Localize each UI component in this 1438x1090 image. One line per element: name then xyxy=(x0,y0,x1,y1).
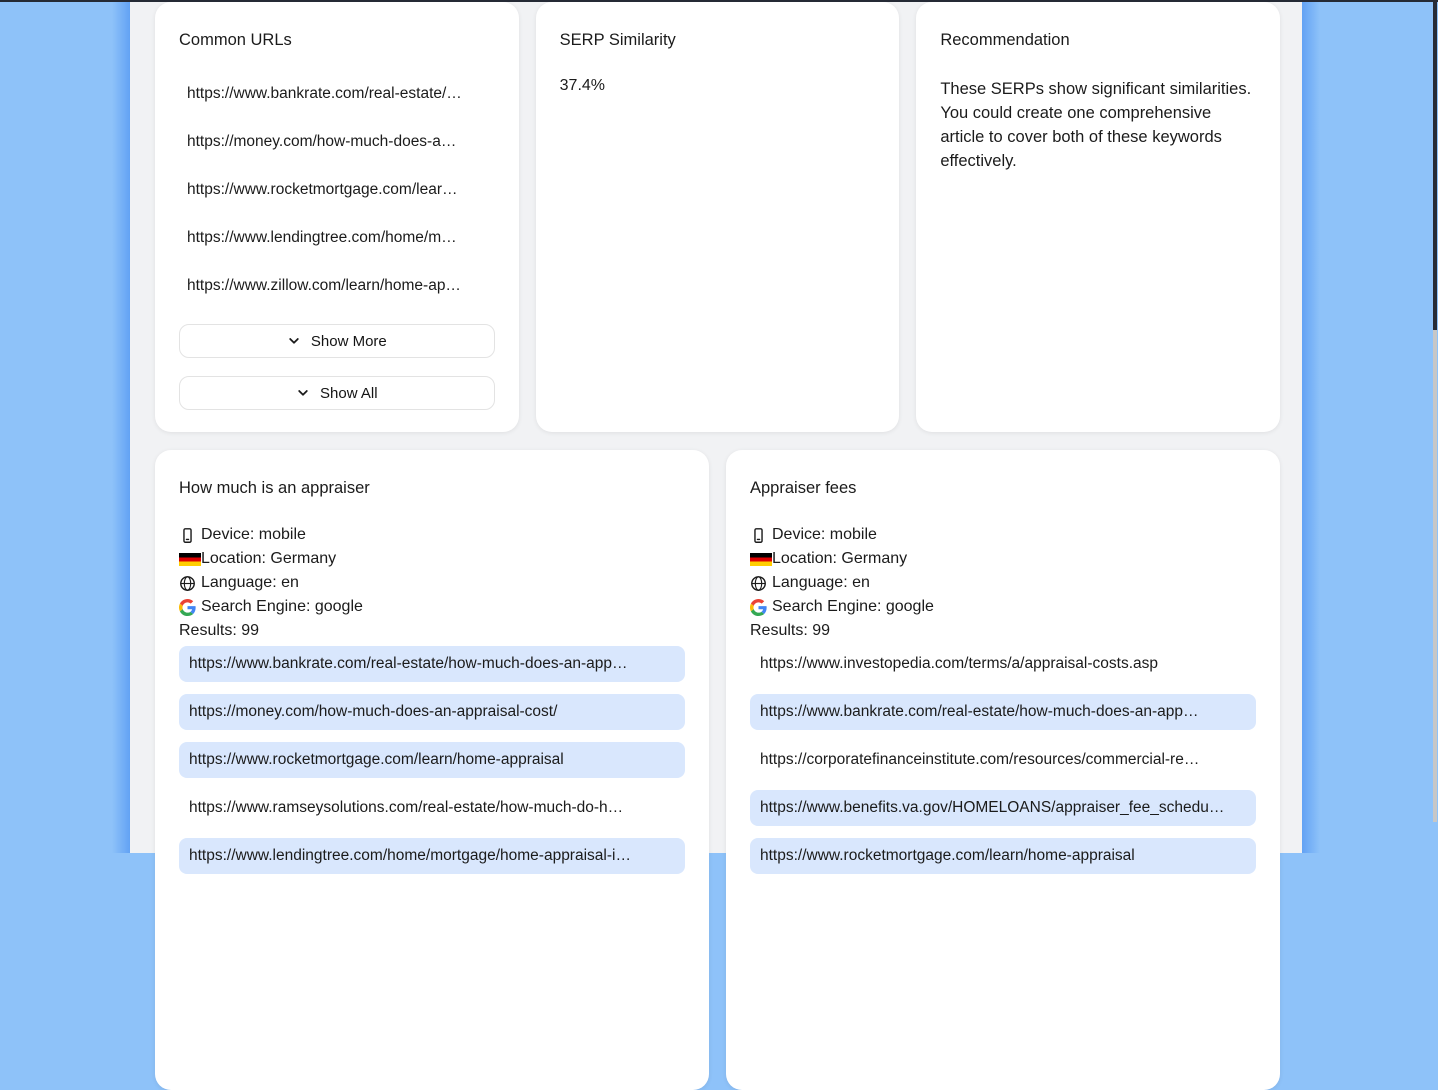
search-engine-line xyxy=(179,595,685,619)
chevron-down-icon xyxy=(287,334,301,348)
show-more-label: Show More xyxy=(310,332,387,350)
keyword-url-list xyxy=(750,646,1256,874)
serp-url-row[interactable]: https://www.ramseysolutions.com/real-estate/how-much-do-h… xyxy=(189,799,624,816)
common-url-item[interactable]: https://www.bankrate.com/real-estate/… xyxy=(187,85,462,102)
location-value: Location: Germany xyxy=(772,550,908,567)
common-url-item[interactable]: https://money.com/how-much-does-a… xyxy=(187,133,457,150)
scrollbar[interactable] xyxy=(1433,0,1437,853)
show-more-button[interactable] xyxy=(179,324,495,358)
phone-icon xyxy=(750,527,772,544)
serp-url-row[interactable]: https://www.bankrate.com/real-estate/how-much-does-an-app… xyxy=(179,646,685,682)
search-engine-value: Search Engine: google xyxy=(772,598,934,615)
serp-similarity-card xyxy=(536,2,900,432)
serp-url-row[interactable]: https://www.lendingtree.com/home/mortgage/home-appraisal-i… xyxy=(179,838,685,874)
common-url-item[interactable]: https://www.lendingtree.com/home/m… xyxy=(187,229,457,246)
recommendation-title: Recommendation xyxy=(940,31,1070,49)
language-value: Language: en xyxy=(201,574,299,591)
recommendation-card xyxy=(916,2,1280,432)
location-line xyxy=(750,547,1256,571)
keyword-title: Appraiser fees xyxy=(750,479,857,497)
results-value: Results: 99 xyxy=(179,622,260,639)
common-url-item[interactable]: https://www.rocketmortgage.com/lear… xyxy=(187,181,458,198)
results-value: Results: 99 xyxy=(750,622,831,639)
language-line xyxy=(179,571,685,595)
search-engine-line xyxy=(750,595,1256,619)
keyword-title: How much is an appraiser xyxy=(179,479,370,497)
keyword-meta xyxy=(179,523,685,643)
language-line xyxy=(750,571,1256,595)
device-line xyxy=(750,523,1256,547)
phone-icon xyxy=(179,527,201,544)
device-value: Device: mobile xyxy=(201,526,306,543)
show-all-label: Show All xyxy=(320,384,378,402)
common-urls-card xyxy=(155,2,519,432)
google-icon xyxy=(179,599,201,616)
keyword-meta xyxy=(750,523,1256,643)
common-urls-title: Common URLs xyxy=(179,31,292,49)
results-line xyxy=(179,619,685,643)
germany-flag-icon xyxy=(179,553,201,566)
device-value: Device: mobile xyxy=(772,526,877,543)
google-icon xyxy=(750,599,772,616)
serp-similarity-value: 37.4% xyxy=(559,77,606,94)
serp-url-row[interactable]: https://www.benefits.va.gov/HOMELOANS/appraiser_fee_schedu… xyxy=(750,790,1256,826)
recommendation-text: These SERPs show significant similarities. You could create one comprehensive article to cover both of these keywords effectively. xyxy=(940,80,1252,170)
common-url-item[interactable]: https://www.zillow.com/learn/home-ap… xyxy=(187,277,461,294)
serp-url-row[interactable]: https://www.investopedia.com/terms/a/appraisal-costs.asp xyxy=(760,655,1159,672)
search-engine-value: Search Engine: google xyxy=(201,598,363,615)
window-top-edge xyxy=(0,0,1438,2)
germany-flag-icon xyxy=(750,553,772,566)
location-line xyxy=(179,547,685,571)
keyword-card-appraiser-fees xyxy=(726,450,1280,1090)
keyword-card-how-much-is-an-appraiser xyxy=(155,450,709,1090)
left-gradient-edge xyxy=(112,0,130,853)
serp-similarity-title: SERP Similarity xyxy=(559,31,676,49)
right-gradient-edge xyxy=(1302,0,1320,853)
language-value: Language: en xyxy=(772,574,870,591)
keyword-url-list xyxy=(179,646,685,874)
page-content xyxy=(155,2,1280,1090)
results-line xyxy=(750,619,1256,643)
globe-icon xyxy=(179,575,201,592)
serp-url-row[interactable]: https://www.rocketmortgage.com/learn/home-appraisal xyxy=(179,742,685,778)
serp-url-row[interactable]: https://money.com/how-much-does-an-appraisal-cost/ xyxy=(179,694,685,730)
show-all-button[interactable] xyxy=(179,376,495,410)
device-line xyxy=(179,523,685,547)
serp-url-row[interactable]: https://corporatefinanceinstitute.com/resources/commercial-re… xyxy=(760,751,1200,768)
common-urls-list xyxy=(179,70,495,310)
globe-icon xyxy=(750,575,772,592)
serp-url-row[interactable]: https://www.bankrate.com/real-estate/how-much-does-an-app… xyxy=(750,694,1256,730)
serp-url-row[interactable]: https://www.rocketmortgage.com/learn/home-appraisal xyxy=(750,838,1256,874)
summary-row xyxy=(155,2,1280,432)
location-value: Location: Germany xyxy=(201,550,337,567)
chevron-down-icon xyxy=(296,386,310,400)
keyword-row xyxy=(155,450,1280,1090)
